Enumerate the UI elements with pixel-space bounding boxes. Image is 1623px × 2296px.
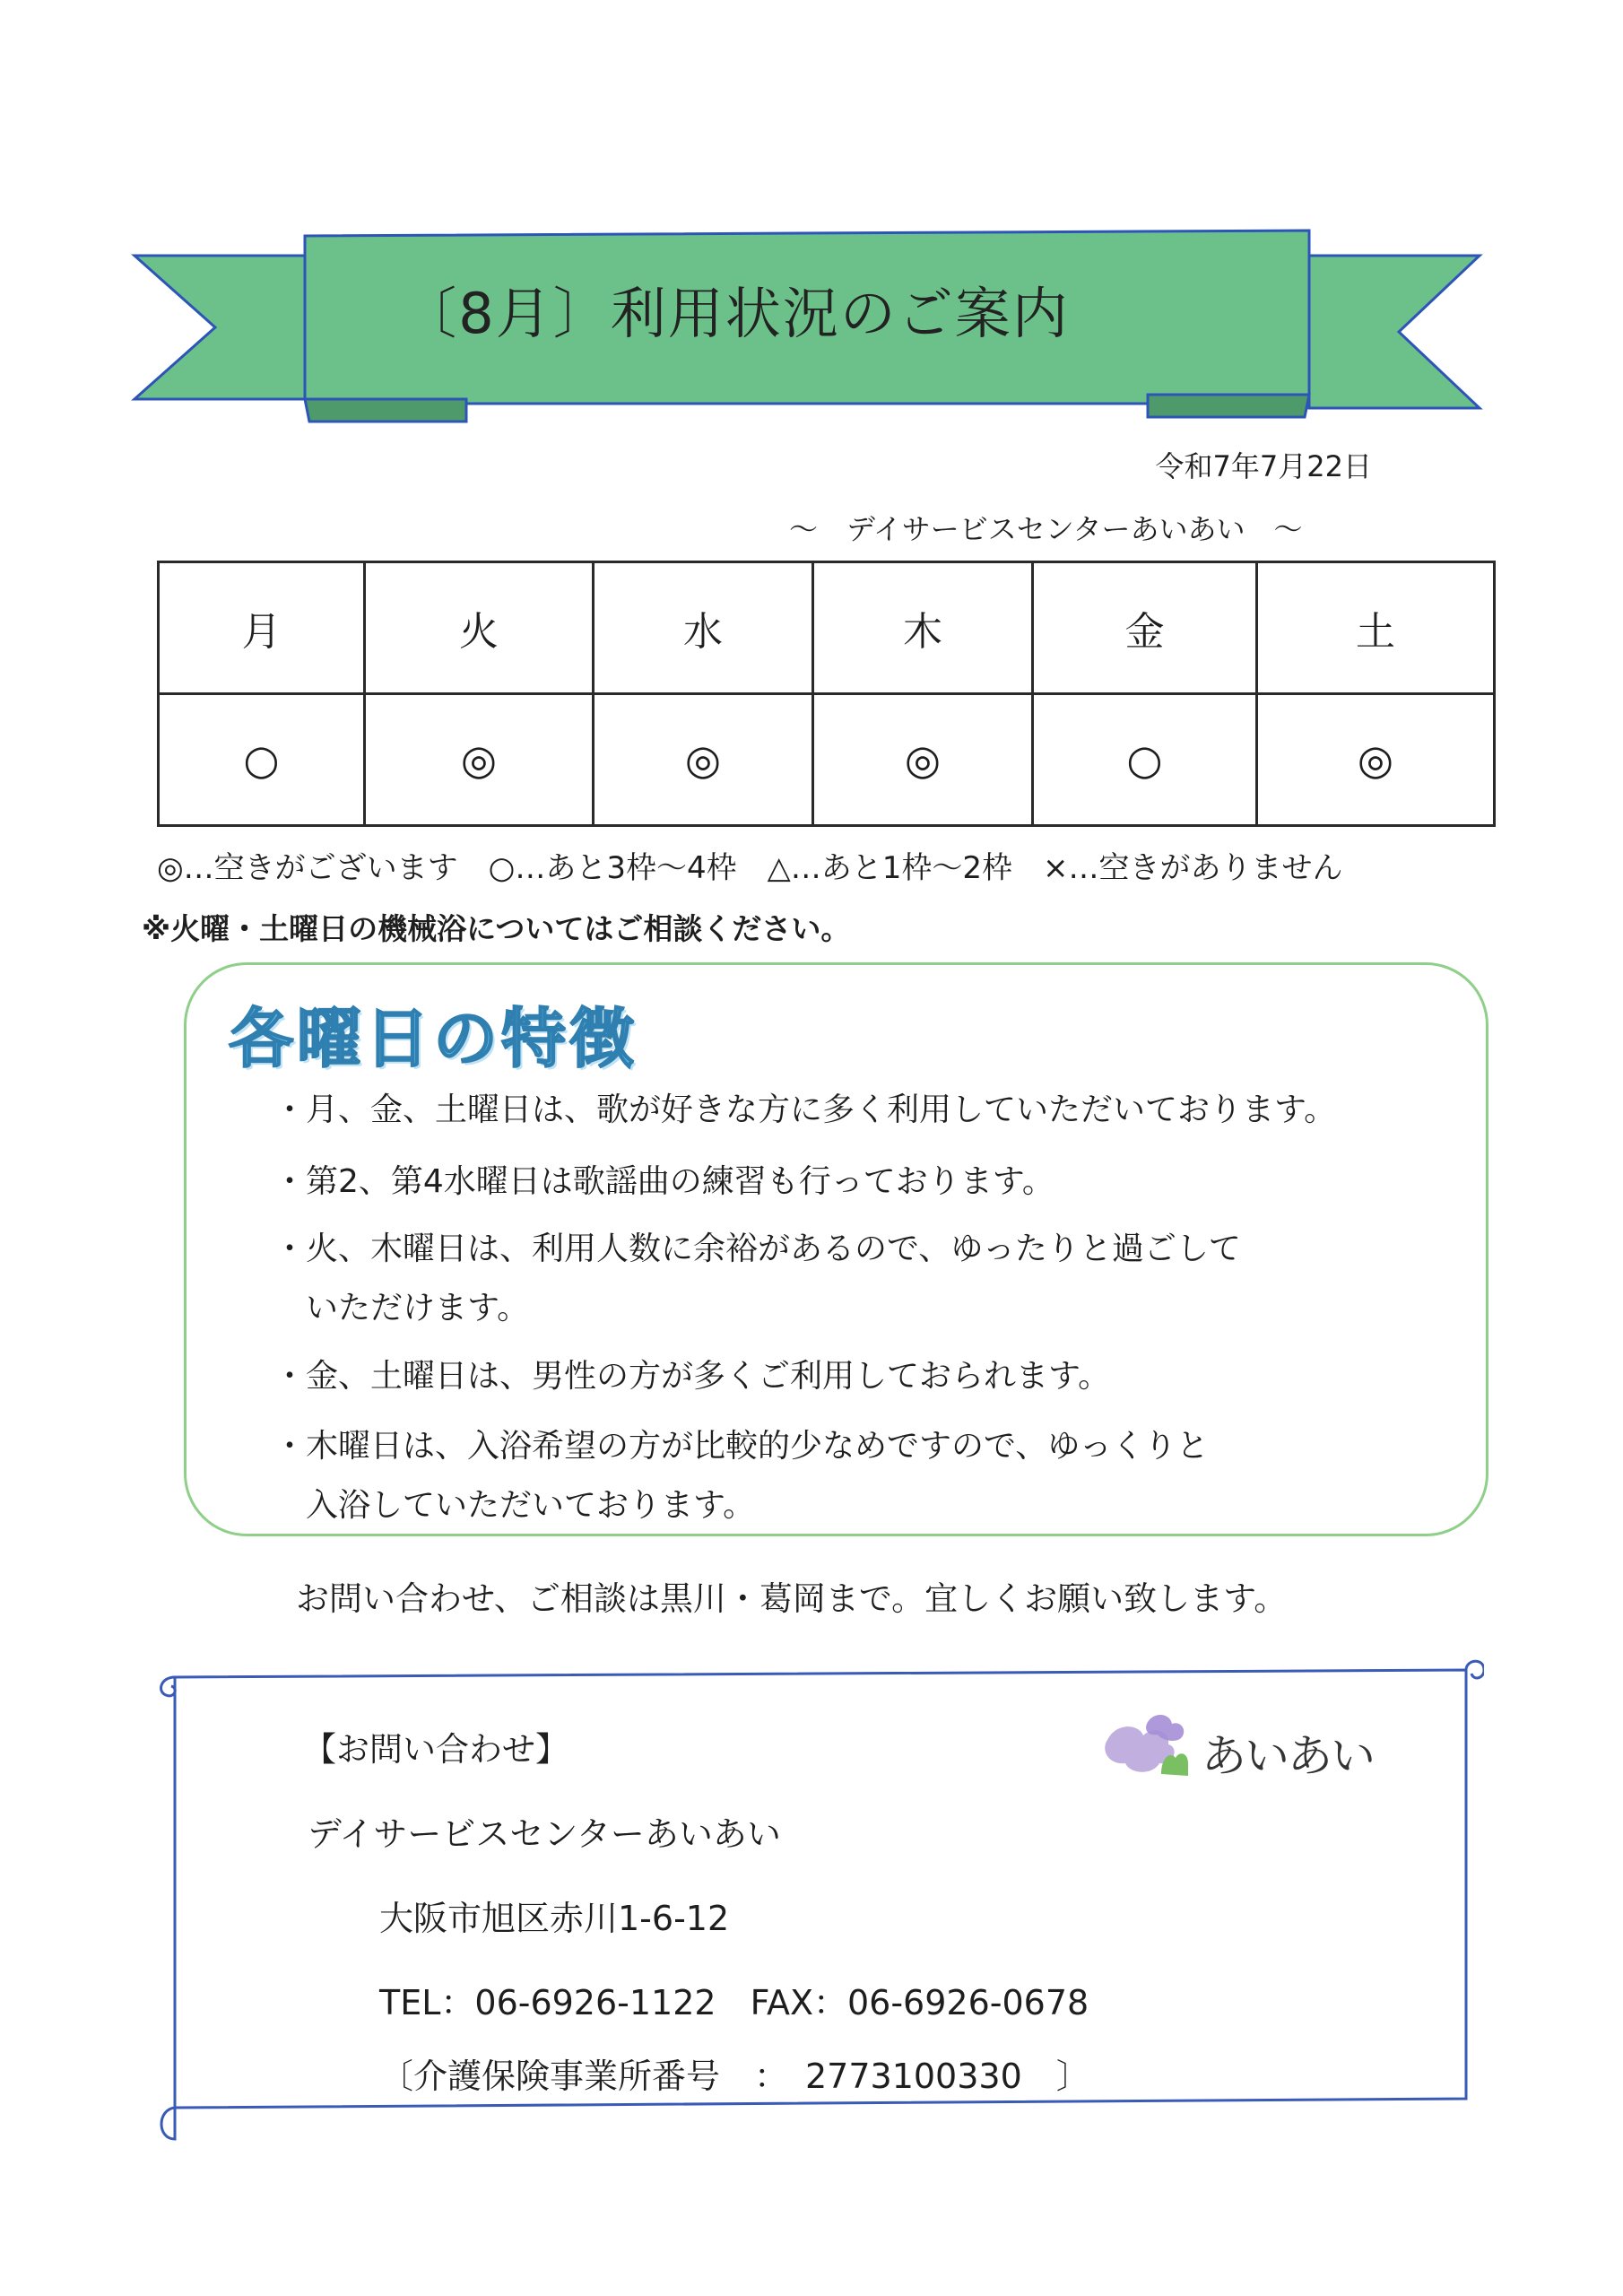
day-header-tue: 火 <box>365 562 594 694</box>
logo-text: あいあい <box>1202 1730 1374 1782</box>
feature-item: ・金、土曜日は、男性の方が多くご利用しておられます。 <box>273 1358 1111 1395</box>
contact-heading: 【お問い合わせ】 <box>303 1730 568 1769</box>
availability-mark-mon: ○ <box>159 694 365 826</box>
banner-title: 〔8月〕利用状況のご案内 <box>401 281 1070 346</box>
day-header-wed: 水 <box>594 562 813 694</box>
contact-phone-fax: TEL：06-6926-1122 FAX：06-6926-0678 <box>379 1983 1089 2022</box>
day-header-fri: 金 <box>1033 562 1257 694</box>
day-header-sat: 土 <box>1257 562 1495 694</box>
day-header-thu: 木 <box>813 562 1033 694</box>
contact-organization: デイサービスセンターあいあい <box>308 1814 781 1854</box>
contact-address: 大阪市旭区赤川1-6-12 <box>379 1899 730 1938</box>
bath-note: ※火曜・土曜日の機械浴についてはご相談ください。 <box>142 911 851 946</box>
availability-legend: ◎…空きがございます ○…あと3枠～4枠 △…あと1枠～2枠 ×…空きがありません <box>157 850 1343 886</box>
availability-mark-fri: ○ <box>1033 694 1257 826</box>
availability-table <box>157 561 1496 827</box>
availability-mark-tue: ◎ <box>365 694 594 826</box>
feature-item: ・第2、第4水曜日は歌謡曲の練習も行っております。 <box>273 1163 1055 1200</box>
center-tagline: ～ デイサービスセンターあいあい ～ <box>789 512 1303 546</box>
day-header-mon: 月 <box>159 562 365 694</box>
features-title: 各曜日の特徴 <box>229 1001 638 1076</box>
contact-license-number: 〔介護保険事業所番号 ： 2773100330 〕 <box>379 2057 1090 2096</box>
feature-item: ・火、木曜日は、利用人数に余裕があるので、ゆったりと過ごして いただけます。 <box>273 1231 1241 1326</box>
feature-item: ・木曜日は、入浴希望の方が比較的少なめですので、ゆっくりと 入浴していただいております。 <box>273 1428 1209 1524</box>
availability-mark-sat: ◎ <box>1257 694 1495 826</box>
issue-date: 令和7年7月22日 <box>1155 449 1372 483</box>
availability-mark-thu: ◎ <box>813 694 1033 826</box>
contact-line: お問い合わせ、ご相談は黒川・葛岡まで。宜しくお願い致します。 <box>296 1579 1288 1618</box>
feature-item: ・月、金、土曜日は、歌が好きな方に多く利用していただいております。 <box>273 1091 1337 1128</box>
availability-mark-wed: ◎ <box>594 694 813 826</box>
